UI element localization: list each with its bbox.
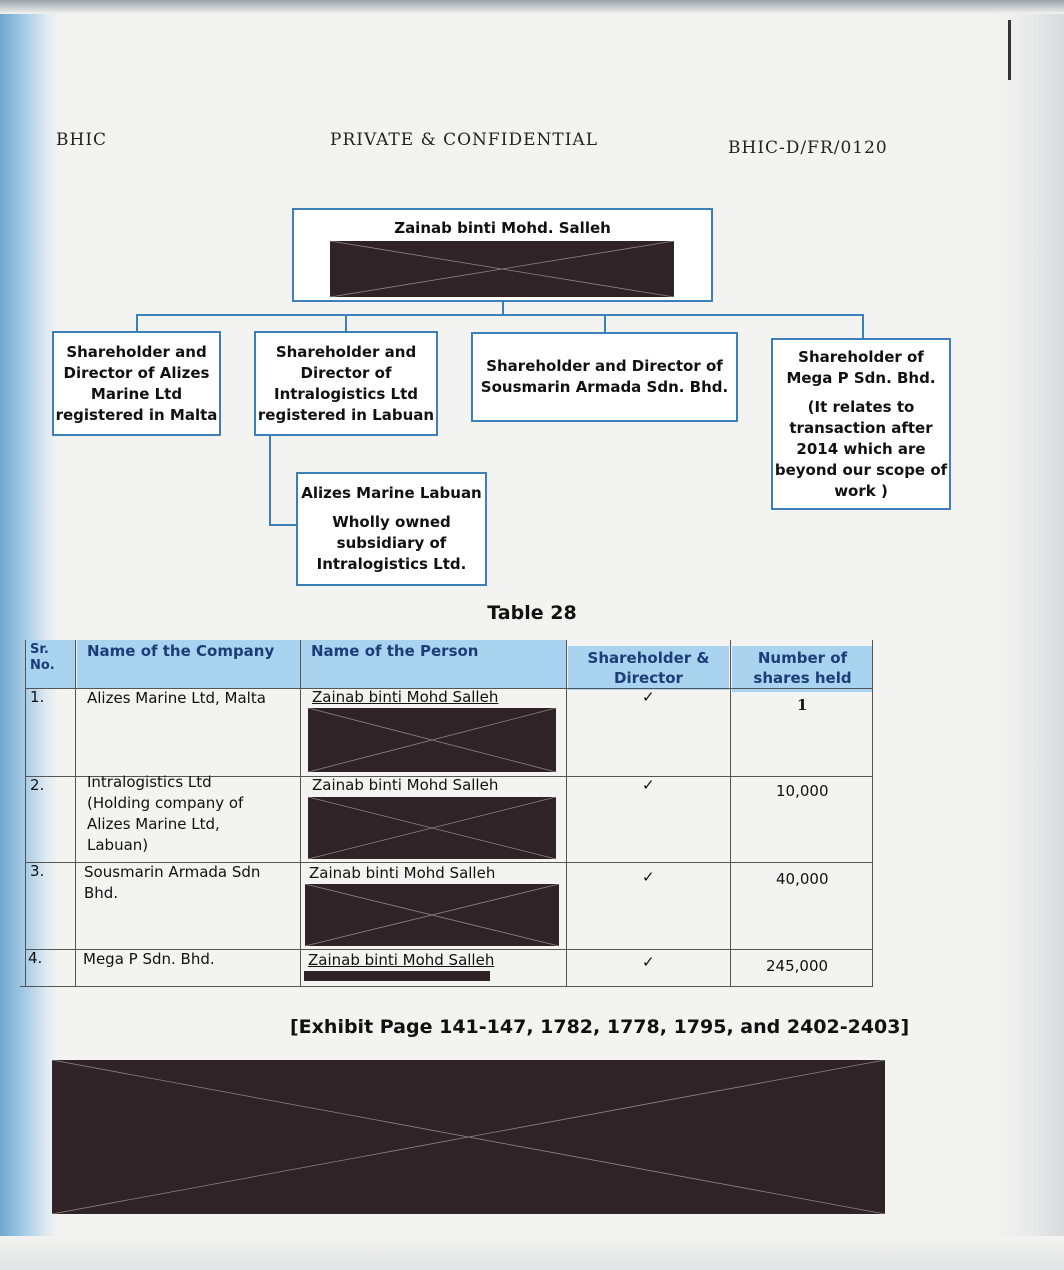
cell-sr: 3.	[30, 862, 45, 880]
cell-director-check: ✓	[642, 776, 655, 794]
cell-person: Zainab binti Mohd Salleh	[312, 776, 499, 794]
cell-shares: 10,000	[776, 782, 829, 800]
table-row	[20, 773, 873, 862]
org-connector	[604, 314, 606, 332]
org-child-line: beyond our scope of	[774, 460, 948, 479]
cell-company-line: (Holding company of	[87, 794, 244, 812]
table-header-shares	[732, 646, 873, 692]
org-child-line: Sousmarin Armada Sdn. Bhd.	[480, 378, 729, 396]
cell-company-line: Intralogistics Ltd	[87, 773, 212, 791]
org-connector	[862, 314, 864, 339]
org-root-name: Zainab binti Mohd. Salleh	[394, 219, 611, 237]
org-child-line: Shareholder and Director of	[486, 357, 723, 375]
cell-person: Zainab binti Mohd Salleh	[309, 864, 496, 882]
org-child-line: (It relates to	[807, 397, 915, 416]
org-child-line: transaction after	[789, 418, 933, 437]
org-connector	[136, 314, 138, 332]
cell-company-line: Alizes Marine Ltd,	[87, 815, 220, 833]
scan-top-edge	[0, 0, 1064, 14]
cell-person: Zainab binti Mohd Salleh	[308, 951, 495, 969]
redaction-block	[304, 971, 490, 981]
cell-company-line: Mega P Sdn. Bhd.	[83, 950, 215, 968]
cell-shares: 245,000	[766, 957, 829, 975]
org-child-intralogistics	[254, 331, 438, 436]
table-gridline	[20, 986, 873, 987]
cell-sr: 2.	[30, 776, 45, 794]
org-child-alizes-malta	[52, 331, 221, 436]
cell-company	[84, 862, 294, 904]
cell-company-line: Alizes Marine Ltd, Malta	[87, 689, 266, 707]
org-connector	[269, 436, 271, 526]
org-subsidiary-line: Wholly owned	[332, 513, 451, 531]
table-caption: Table 28	[487, 602, 577, 624]
org-child-line: Mega P Sdn. Bhd.	[786, 368, 936, 387]
cell-director-check: ✓	[642, 868, 655, 886]
scan-bottom-edge	[0, 1236, 1064, 1270]
org-child-line: work )	[834, 481, 888, 500]
redaction-block	[330, 241, 674, 297]
table-header-label: Sr. No.	[30, 642, 55, 673]
table-header-sr	[26, 640, 76, 689]
table-row	[20, 949, 873, 986]
cell-company-line: Bhd.	[84, 884, 119, 902]
org-subsidiary-line: subsidiary of	[336, 534, 447, 552]
cell-company	[83, 949, 293, 970]
org-connector	[345, 314, 347, 332]
org-subsidiary-box	[296, 472, 487, 586]
redaction-block	[308, 797, 556, 859]
cell-director-check: ✓	[642, 953, 655, 971]
org-child-line: Shareholder of	[798, 347, 924, 366]
table-row	[20, 862, 873, 949]
org-connector	[136, 314, 864, 316]
exhibit-reference: [Exhibit Page 141-147, 1782, 1778, 1795, and 2402-2403]	[290, 1016, 910, 1038]
table-header-label: Name of the Company	[87, 642, 275, 660]
table-header-label: Number of shares held	[753, 649, 852, 687]
org-child-line: Marine Ltd	[90, 384, 183, 403]
org-child-line: Shareholder and	[275, 342, 417, 361]
cell-company	[87, 688, 292, 709]
org-child-line: Director of Alizes	[63, 363, 210, 382]
cell-company	[87, 772, 292, 856]
scan-spine-mark	[1008, 20, 1011, 80]
cell-shares: 40,000	[776, 870, 829, 888]
cell-shares: 1	[797, 696, 808, 714]
header-right: BHIC-D/FR/0120	[728, 138, 888, 158]
org-child-line: Shareholder and	[66, 342, 207, 361]
org-child-line: Intralogistics Ltd	[273, 384, 419, 403]
redaction-block	[305, 884, 559, 946]
org-connector	[269, 524, 297, 526]
org-subsidiary-title: Alizes Marine Labuan	[301, 484, 482, 502]
cell-person: Zainab binti Mohd Salleh	[312, 688, 499, 706]
org-child-sousmarin	[471, 332, 738, 422]
table-header-label: Shareholder & Director	[587, 649, 710, 687]
cell-company-line: Labuan)	[87, 836, 149, 854]
table-header-person	[301, 640, 567, 689]
org-subsidiary-line: Intralogistics Ltd.	[316, 555, 467, 573]
org-child-line: registered in Malta	[55, 405, 218, 424]
scan-binding-shadow	[0, 0, 58, 1270]
redaction-block	[308, 708, 556, 772]
cell-company-line: Sousmarin Armada Sdn	[84, 863, 261, 881]
cell-sr: 1.	[30, 688, 45, 706]
scan-right-shadow	[994, 0, 1064, 1270]
table-header-director	[568, 646, 729, 690]
org-child-line: registered in Labuan	[257, 405, 435, 424]
org-child-mega-p	[771, 338, 951, 510]
redaction-block	[52, 1060, 885, 1214]
cell-director-check: ✓	[642, 688, 655, 706]
cell-sr: 4.	[28, 949, 43, 967]
table-row	[20, 688, 873, 776]
table-header-company	[77, 640, 300, 689]
org-child-line: 2014 which are	[796, 439, 926, 458]
org-child-line: Director of	[300, 363, 392, 382]
table-header-label: Name of the Person	[311, 642, 479, 660]
header-center: PRIVATE & CONFIDENTIAL	[330, 130, 598, 150]
header-left: BHIC	[56, 130, 108, 150]
